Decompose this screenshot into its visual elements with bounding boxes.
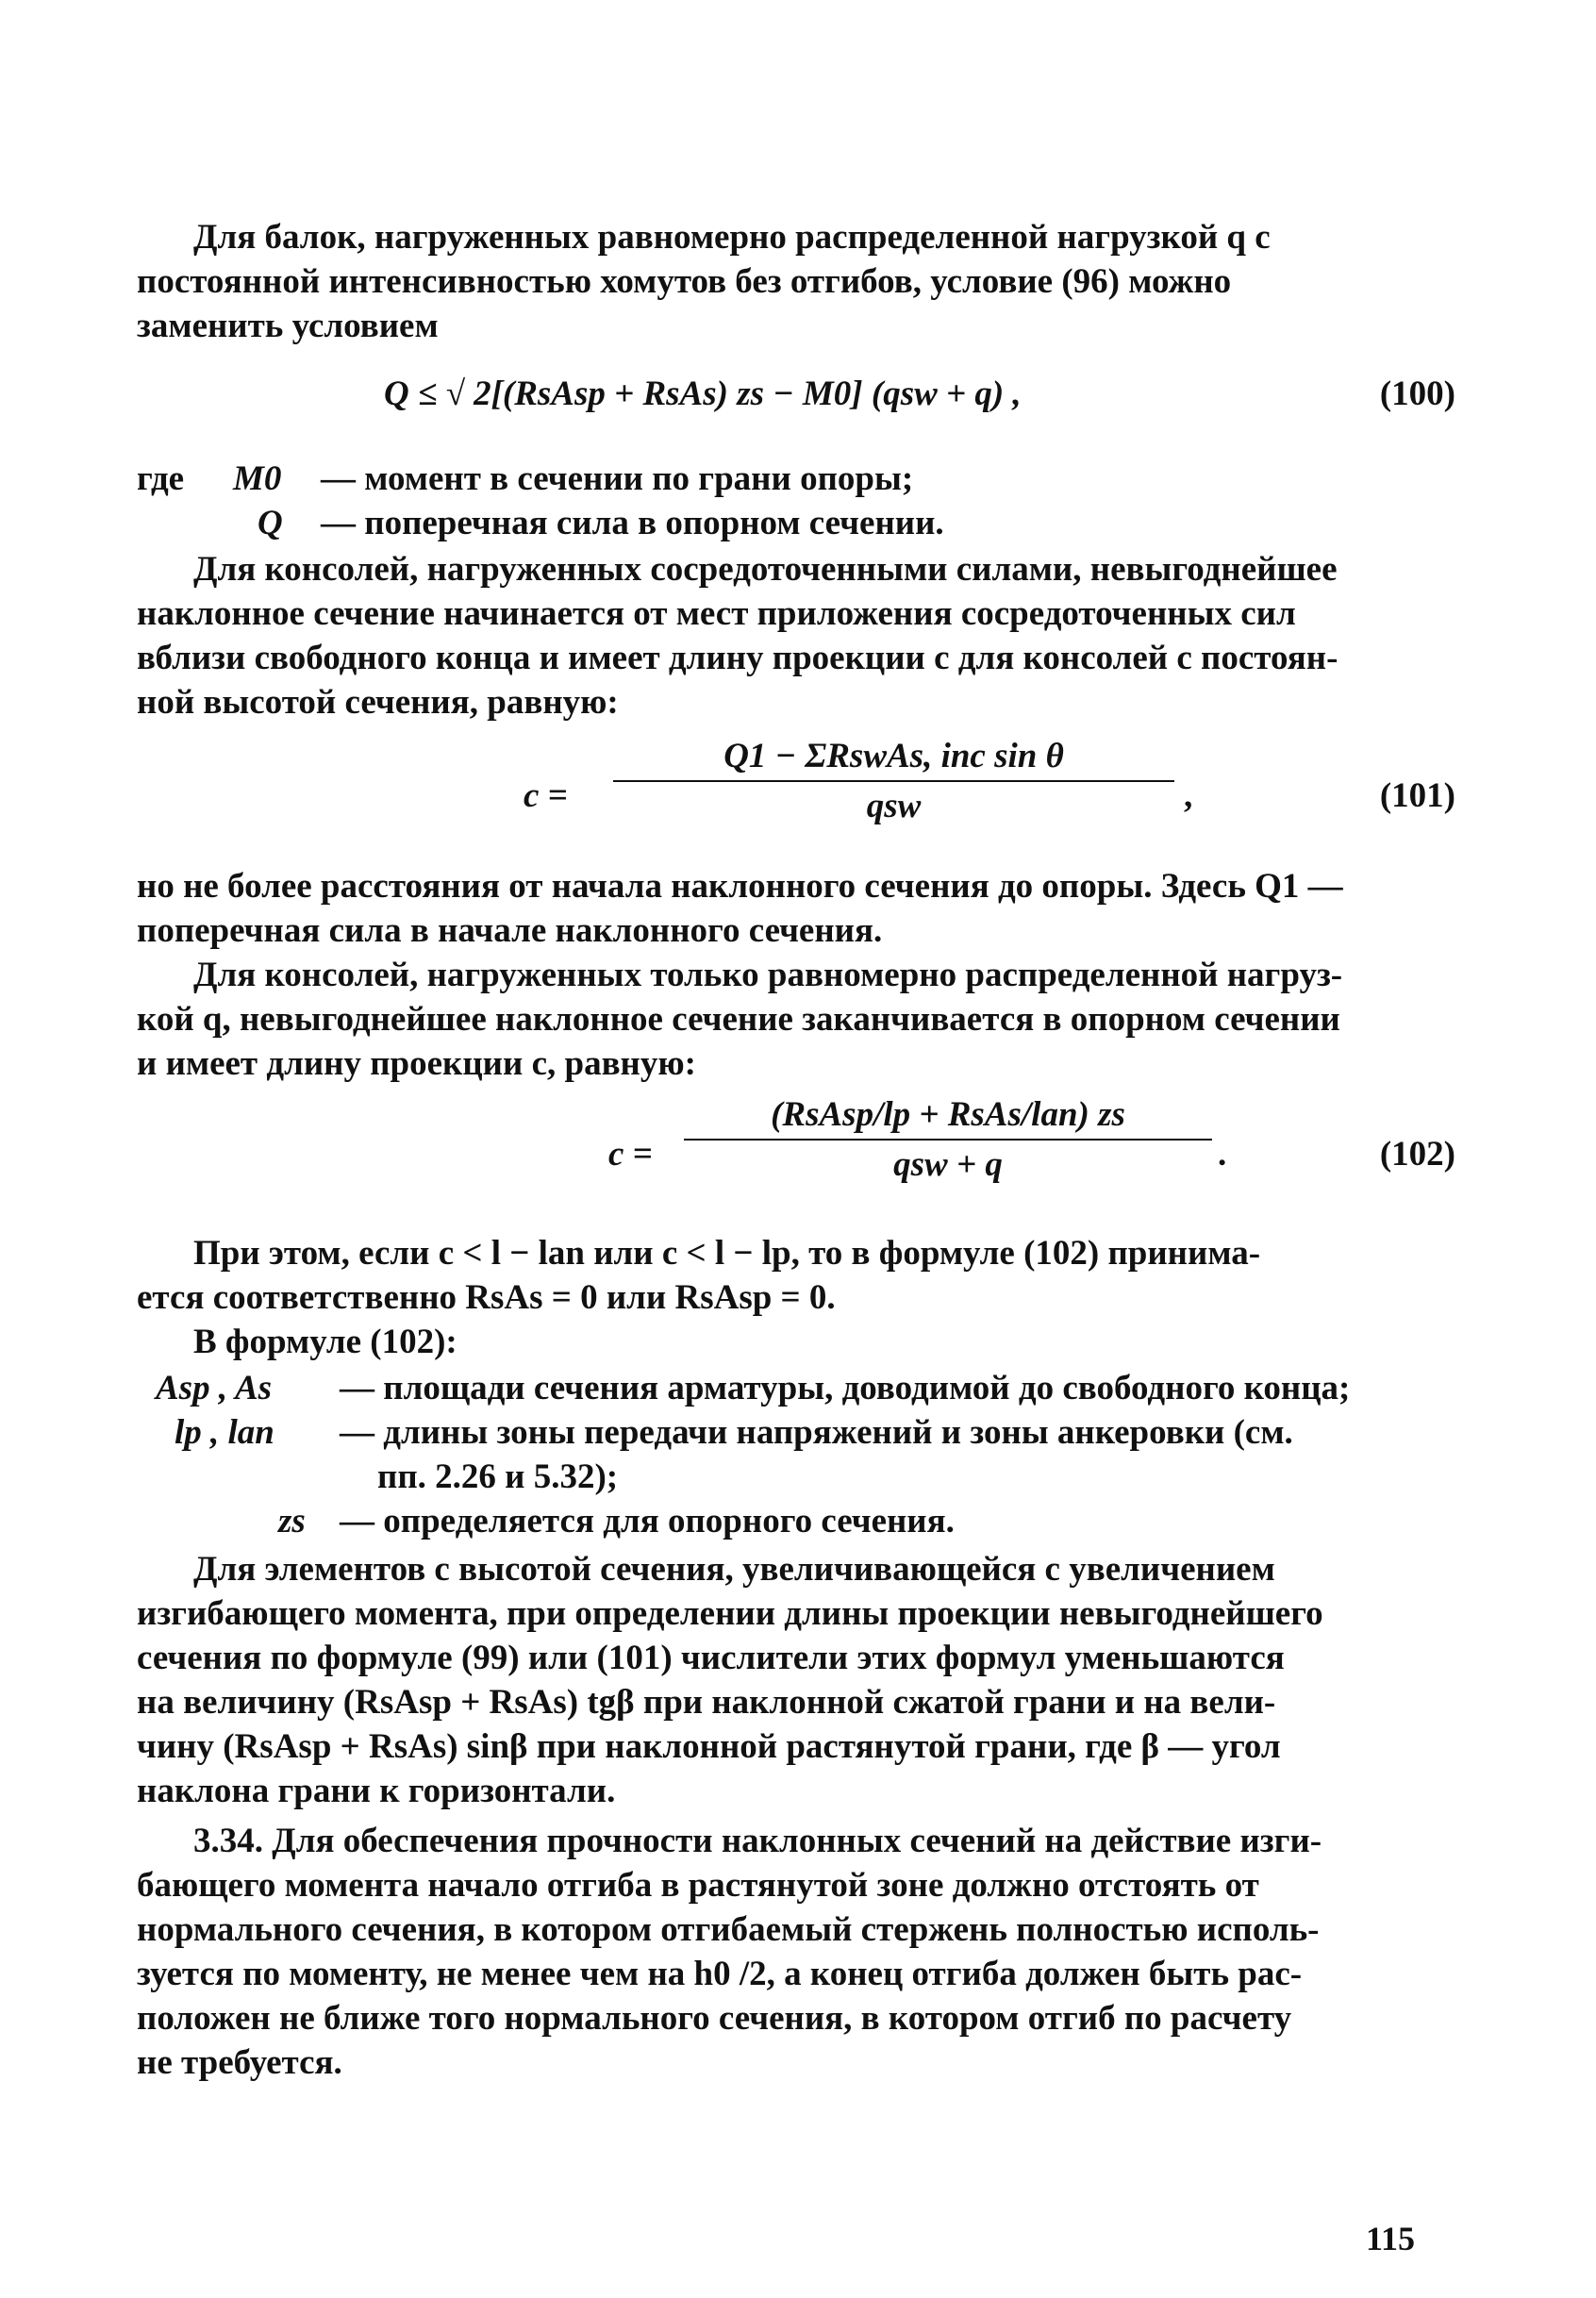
equation-number: (102) — [1379, 1135, 1455, 1174]
text-line: заменить условием — [137, 307, 439, 345]
definition-row — [137, 1410, 1455, 1455]
fraction — [613, 736, 1174, 826]
definition-row — [137, 501, 1455, 545]
text-line: вблизи свободного конца и имеет длину проекции c для консолей с постоян- — [137, 639, 1338, 677]
fraction-bar — [684, 1139, 1212, 1141]
text-line: на величину (RsAsp + RsAs) tgβ при наклонной сжатой грани и на вели- — [137, 1683, 1276, 1722]
text-line: сечения по формуле (99) или (101) числители этих формул уменьшаются — [137, 1639, 1285, 1677]
text-line: Для консолей, нагруженных только равномерно распределенной нагруз- — [193, 956, 1343, 994]
text-line: нормального сечения, в котором отгибаемый стержень полностью исполь- — [137, 1910, 1320, 1949]
text-line: и имеет длину проекции c, равную: — [137, 1044, 696, 1083]
text-line: 3.34. Для обеспечения прочности наклонных сечений на действие изги- — [193, 1822, 1322, 1860]
paragraph-variable-height — [137, 1547, 1455, 1813]
text-line: наклонное сечение начинается от мест приложения сосредоточенных сил — [137, 594, 1296, 633]
text-line: Для консолей, нагруженных сосредоточенными силами, невыгоднейшее — [193, 550, 1338, 589]
text-line: чину (RsAsp + RsAs) sinβ при наклонной растянутой грани, где β — угол — [137, 1727, 1281, 1766]
equation-102 — [137, 1094, 1455, 1217]
equation-100 — [137, 368, 1455, 425]
paragraph-consoles-concentrated — [137, 547, 1455, 724]
symbol: lp , lan — [175, 1413, 274, 1452]
paragraph-consoles-uniform — [137, 953, 1455, 1086]
symbol-Q: Q — [258, 504, 283, 542]
fraction-bar — [613, 780, 1174, 782]
paragraph-not-more-than — [137, 864, 1455, 953]
equation-number: (100) — [1379, 375, 1455, 413]
definition-text: — момент в сечении по грани опоры; — [321, 459, 914, 498]
definition-row — [137, 1366, 1455, 1410]
definition-text: — определяется для опорного сечения. — [340, 1502, 955, 1540]
text-line: кой q, невыгоднейшее наклонное сечение заканчивается в опорном сечении — [137, 1000, 1340, 1039]
symbol: Asp , As — [156, 1369, 273, 1407]
equation-lhs: c = — [608, 1135, 653, 1174]
text-line: При этом, если c < l − lan или c < l − lp, то в формуле (102) принима- — [193, 1234, 1261, 1273]
text-line: не требуется. — [137, 2043, 342, 2082]
paragraph-beams-uniform-load — [137, 215, 1455, 348]
symbol-M0: M0 — [233, 459, 282, 498]
fraction-denominator: qsw — [866, 787, 922, 825]
text-line: В формуле (102): — [193, 1323, 457, 1361]
paragraph-3-34 — [137, 1819, 1455, 2085]
text-line: но не более расстояния от начала наклонного сечения до опоры. Здесь Q1 — — [137, 867, 1343, 906]
paragraph-in-this-case — [137, 1231, 1455, 1364]
definition-text: — длины зоны передачи напряжений и зоны анкеровки (см. — [340, 1413, 1293, 1452]
text-line: Для элементов с высотой сечения, увеличивающейся с увеличением — [193, 1550, 1275, 1589]
text-line: зуется по моменту, не менее чем на h0 /2, а конец отгиба должен быть рас- — [137, 1955, 1303, 1993]
text-line: ется соответственно RsAs = 0 или RsAsp = 0. — [137, 1278, 836, 1317]
definition-row — [137, 1499, 1455, 1543]
definition-text: пп. 2.26 и 5.32); — [377, 1457, 619, 1496]
equation-number: (101) — [1379, 776, 1455, 815]
text-line: ной высотой сечения, равную: — [137, 683, 619, 722]
equation-lhs: c = — [524, 776, 568, 815]
equation-100-body: Q ≤ √ 2[(RsAsp + RsAs) zs − M0] (qsw + q) , — [384, 375, 1022, 413]
text-line: изгибающего момента, при определении длины проекции невыгоднейшего — [137, 1594, 1323, 1633]
text-line: бающего момента начало отгиба в растянутой зоне должно отстоять от — [137, 1866, 1259, 1905]
definition-text: — площади сечения арматуры, доводимой до свободного конца; — [340, 1369, 1351, 1407]
definition-text: — поперечная сила в опорном сечении. — [321, 504, 944, 542]
equation-101 — [137, 736, 1455, 858]
text-line: Для балок, нагруженных равномерно распределенной нагрузкой q с — [193, 218, 1271, 257]
fraction-denominator: qsw + q — [893, 1145, 1003, 1184]
where-label: где — [137, 459, 185, 498]
page-number: 115 — [1366, 2220, 1416, 2257]
definition-row — [137, 1455, 1455, 1499]
text-line: положен не ближе того нормального сечения, в котором отгиб по расчету — [137, 1999, 1292, 2038]
text-line: наклона грани к горизонтали. — [137, 1772, 616, 1810]
definitions-eq100 — [137, 457, 1455, 545]
fraction — [684, 1094, 1212, 1185]
fraction-numerator: Q1 − ΣRswAs, inc sin θ — [723, 737, 1064, 775]
symbol: zs — [278, 1502, 306, 1540]
fraction-numerator: (RsAsp/lp + RsAs/lan) zs — [771, 1095, 1125, 1134]
definition-row — [137, 457, 1455, 501]
definitions-eq102 — [137, 1366, 1455, 1543]
text-line: поперечная сила в начале наклонного сечения. — [137, 911, 883, 950]
equation-punctuation: . — [1218, 1135, 1227, 1174]
equation-punctuation: , — [1184, 776, 1193, 815]
text-line: постоянной интенсивностью хомутов без отгибов, условие (96) можно — [137, 262, 1232, 301]
